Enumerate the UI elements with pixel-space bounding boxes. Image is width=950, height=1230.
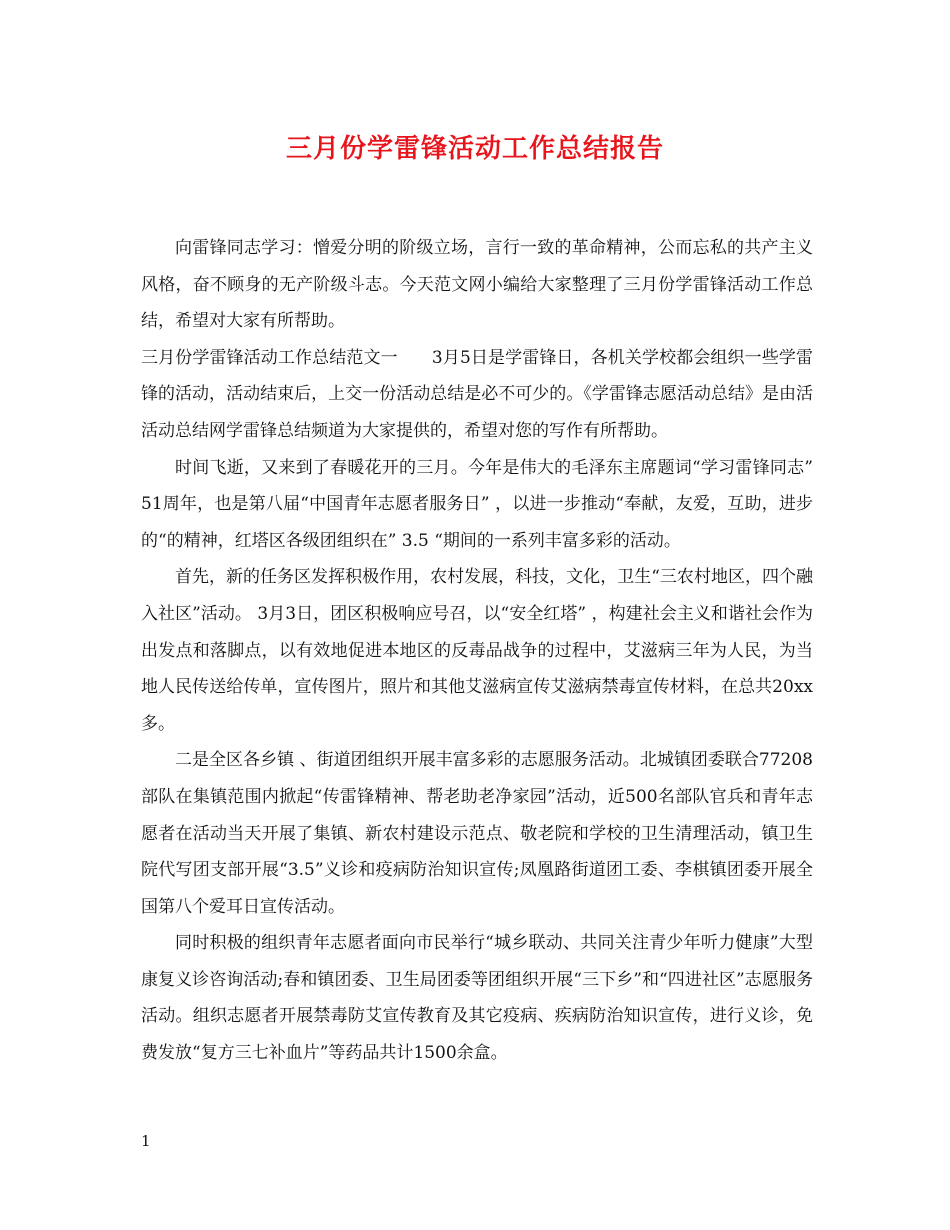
paragraph-first: 首先，新的任务区发挥积极作用，农村发展，科技，文化，卫生“三农村地区，四个融入社区”活动。 3月3日，团区积极响应号召，以“安全红塔” ，构建社会主义和谐社会作为出发点和落脚点，以有效地促进本地区的反毒品战争的过程中，艾滋病三年为人民，为当地人民传送给传单，宣传图片，照片和其他艾滋病宣传艾滋病禁毒宣传材料，在总共20xx多。 xyxy=(141,567,813,734)
page-number: 1 xyxy=(141,1132,151,1150)
paragraph-intro: 向雷锋同志学习：憎爱分明的阶级立场，言行一致的革命精神，公而忘私的共产主义风格，奋不顾身的无产阶级斗志。今天范文网小编给大家整理了三月份学雷锋活动工作总结，希望对大家有所帮助。 xyxy=(141,238,813,332)
paragraph-time-flies: 时间飞逝，又来到了春暖花开的三月。今年是伟大的毛泽东主席题词“学习雷锋同志” 51周年，也是第八届“中国青年志愿者服务日” ，以进一步推动“奉献，友爱，互助，进步的“的精神，红塔区各级团组织在” 3.5 “期间的一系列丰富多彩的活动。 xyxy=(141,457,813,551)
paragraph-meanwhile: 同时积极的组织青年志愿者面向市民举行“城乡联动、共同关注青少年听力健康”大型康复义诊咨询活动;春和镇团委、卫生局团委等团组织开展“三下乡”和“四进社区”志愿服务活动。组织志愿者开展禁毒防艾宣传教育及其它疫病、疾病防治知识宣传，进行义诊，免费发放“复方三七补血片”等药品共计1500余盒。 xyxy=(141,933,813,1064)
document-title: 三月份学雷锋活动工作总结报告 xyxy=(285,134,664,164)
paragraph-sample-one: 三月份学雷锋活动工作总结范文一 3月5日是学雷锋日，各机关学校都会组织一些学雷锋的活动，活动结束后，上交一份活动总结是必不可少的。《学雷锋志愿活动总结》是由活活动总结网学雷锋总结频道为大家提供的，希望对您的写作有所帮助。 xyxy=(141,347,813,441)
document-body xyxy=(141,230,813,1072)
paragraph-second: 二是全区各乡镇 、街道团组织开展丰富多彩的志愿服务活动。北城镇团委联合77208部队在集镇范围内掀起“传雷锋精神、帮老助老净家园”活动，近500名部队官兵和青年志愿者在活动当天开展了集镇、新农村建设示范点、敬老院和学校的卫生清理活动，镇卫生院代写团支部开展“3.5”义诊和疫病防治知识宣传;凤凰路街道团工委、李棋镇团委开展全国第八个爱耳日宣传活动。 xyxy=(141,750,813,917)
